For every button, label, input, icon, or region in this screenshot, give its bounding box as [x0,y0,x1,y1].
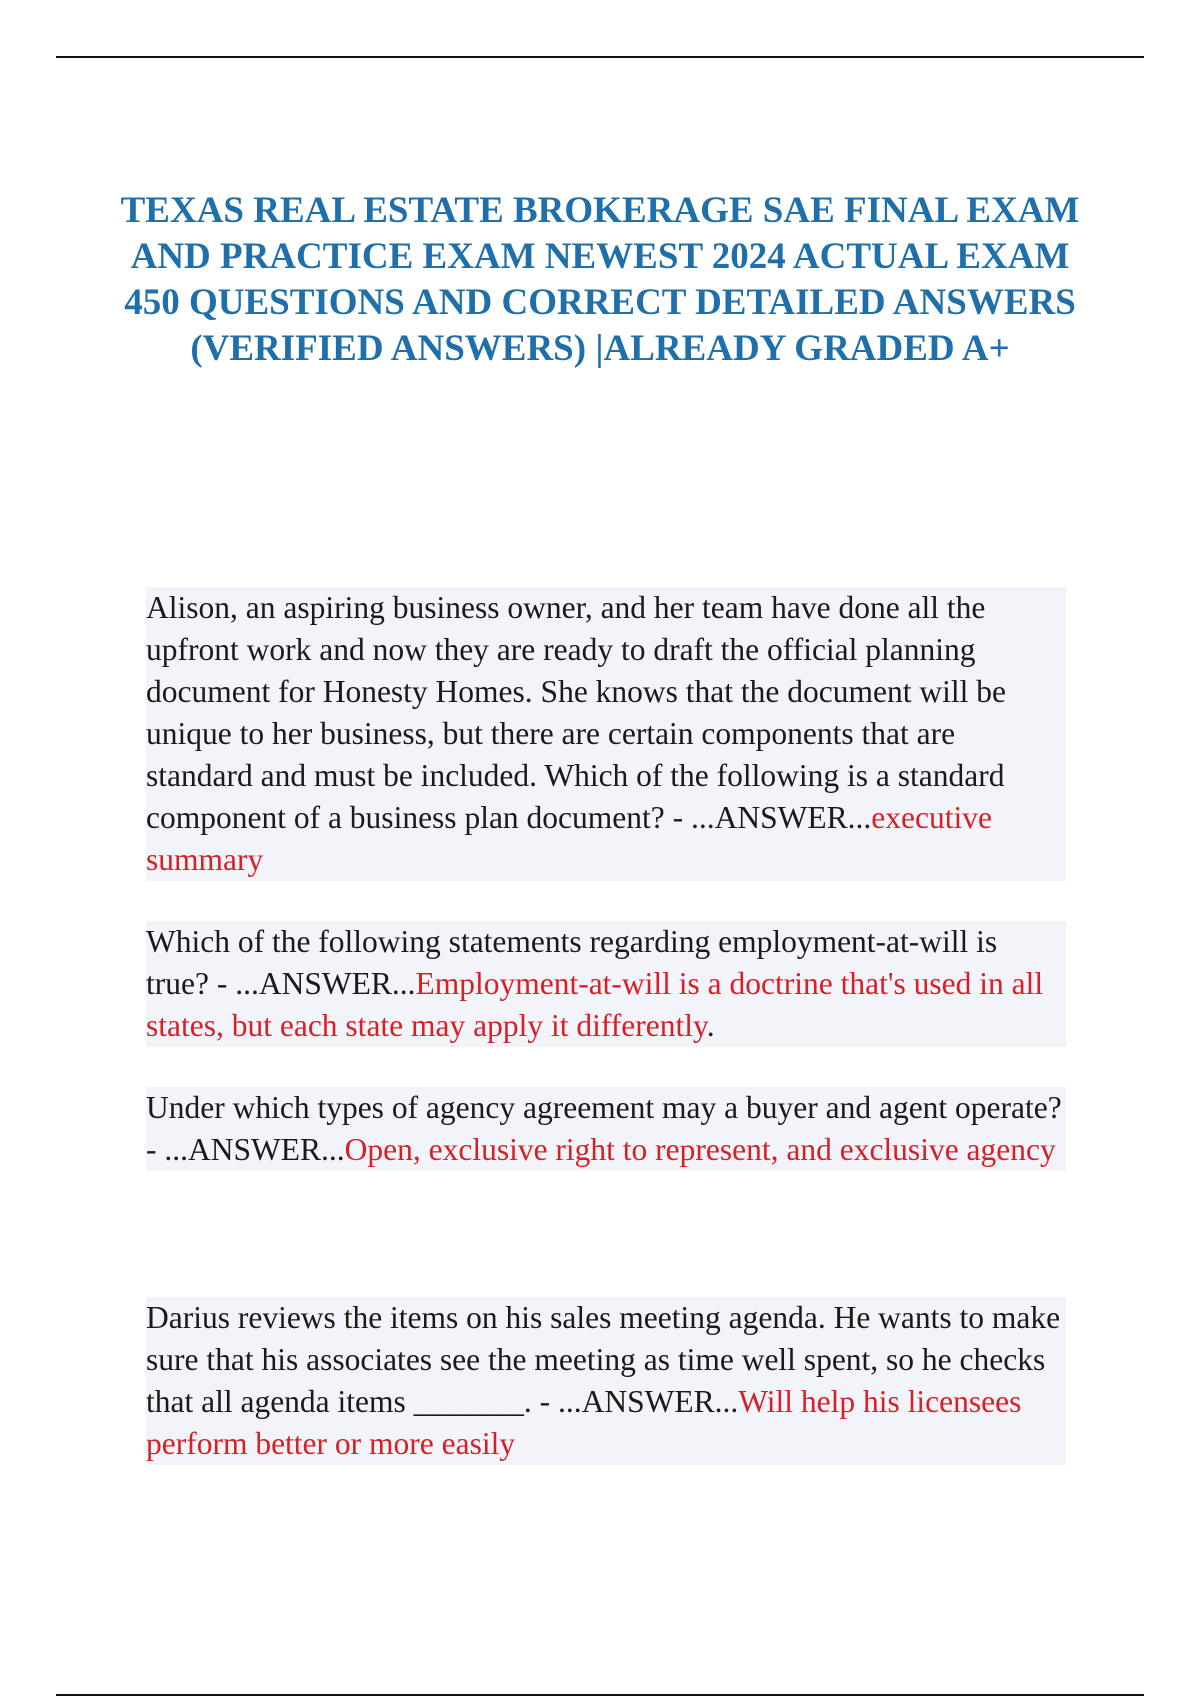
header-rule [56,56,1144,58]
answer-marker-1: - ...ANSWER... [664,800,872,835]
qa-item-3 [146,1087,1066,1171]
answer-text-4: Will help his licensees perform better or more easily [146,1384,1022,1461]
qa-item-4 [146,1297,1066,1465]
qa-item-2 [146,921,1066,1047]
answer-marker-4: - ...ANSWER... [531,1384,739,1419]
document-title: TEXAS REAL ESTATE BROKERAGE SAE FINAL EXAM AND PRACTICE EXAM NEWEST 2024 ACTUAL EXAM 450 QUESTIONS AND CORRECT DETAILED ANSWERS (VERIFIED ANSWERS) |ALREADY GRADED A+ [120,190,1080,369]
qa-item-1 [146,587,1066,881]
answer-marker-2: - ...ANSWER... [208,966,416,1001]
answer-text-3: Open, exclusive right to represent, and exclusive agency [344,1132,1056,1167]
question-text-2: Which of the following statements regarding employment-at-will is true? [146,924,998,1001]
footer-rule [56,1694,1144,1696]
answer-suffix-2: . [706,1008,715,1043]
answer-marker-3: - ...ANSWER... [146,1132,345,1167]
answer-text-1: executive summary [146,800,992,877]
answer-text-2: Employment-at-will is a doctrine that's used in all states, but each state may apply it differently [146,966,1044,1043]
question-text-4: Darius reviews the items on his sales meeting agenda. He wants to make sure that his associates see the meeting as time well spent, so he checks that all agenda items _______. [146,1300,1061,1419]
question-text-1: Alison, an aspiring business owner, and her team have done all the upfront work and now they are ready to draft the official planning document for Honesty Homes. She knows that the document will be unique to her business, but there are certain components that are standard and must be included. Which of the following is a standard component of a business plan document? [146,590,1006,835]
question-text-3: Under which types of agency agreement may a buyer and agent operate? [146,1090,1062,1125]
